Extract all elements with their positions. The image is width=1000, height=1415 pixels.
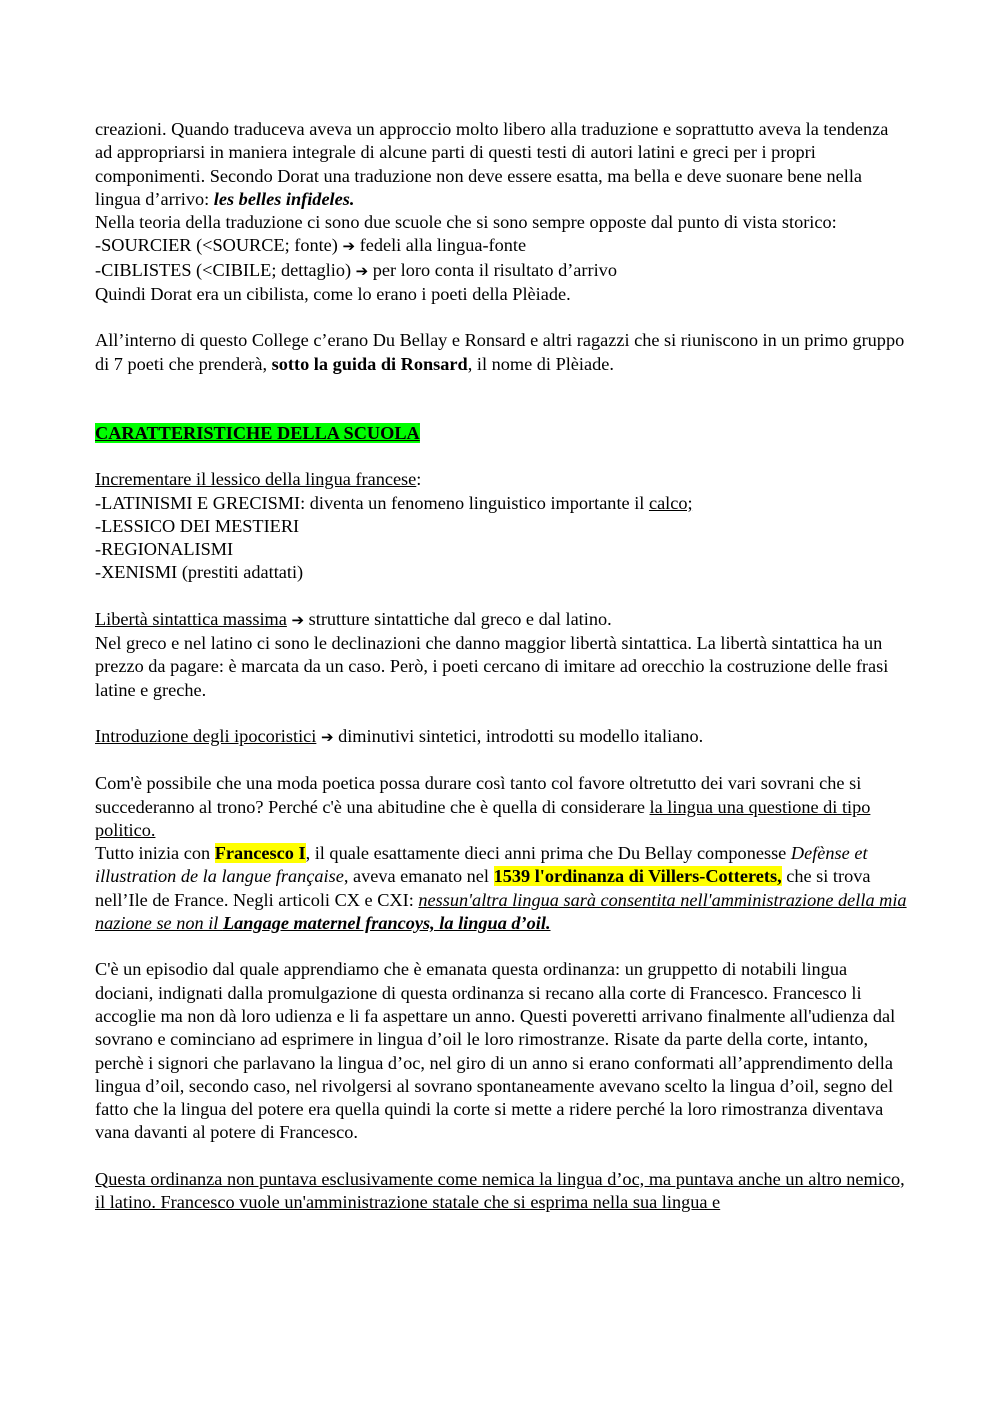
paragraph-dorat-cibilista: Quindi Dorat era un cibilista, come lo erano i poeti della Plèiade. — [95, 284, 571, 305]
paragraph-nemica: Questa ordinanza non puntava esclusivamente come nemica la lingua d’oc, ma puntava anche un altro nemico, il latino. Francesco vuole un'amministrazione statale che si esprima nella sua lingua e — [95, 1168, 905, 1212]
paragraph-translation-theory: Nella teoria della traduzione ci sono due scuole che si sono sempre opposte dal punto di vista storico: — [95, 212, 837, 233]
list-item-xenismi: -XENISMI (prestiti adattati) — [95, 562, 304, 583]
francesco-highlight: Francesco I — [214, 843, 306, 864]
paragraph-liberta: Nel greco e nel latino ci sono le declinazioni che danno maggior libertà sintattica. La libertà sintattica ha un prezzo da pagare: è marcata da un caso. Però, i poeti cercano di imitare ad orecchio la costruzione delle frasi latine e greche. — [95, 633, 889, 700]
belles-infideles-phrase: les belles infideles. — [213, 188, 355, 209]
langage-maternel-phrase: Langage maternel francoys, la lingua d’oil. — [222, 913, 551, 934]
ronsard-guide-phrase: sotto la guida di Ronsard — [271, 353, 468, 374]
list-item-mestieri: -LESSICO DEI MESTIERI — [95, 515, 300, 536]
right-arrow-icon: ➔ — [320, 727, 334, 746]
list-item-latinismi: -LATINISMI E GRECISMI: diventa un fenomeno linguistico importante il calco; — [95, 492, 693, 513]
ordinanza-highlight: 1539 l'ordinanza di Villers-Cotterets, — [493, 866, 782, 887]
paragraph-episodio: C'è un episodio dal quale apprendiamo che è emanata questa ordinanza: un gruppetto di notabili lingua dociani, indignati dalla promulgazione di questa ordinanza si recano alla corte di Francesco. Francesco li accoglie ma non dà loro udienza e li fa aspettare un anno. Questi poveretti arrivano finalmente all'udienza dal sovrano e cominciano ad esprimere in lingua d’oil le loro rimostranze. Risate da parte della corte, intanto, perchè i signori che parlavano la lingua d’oc, nel giro di un anno si erano conformati all’apprendimento della lingua d’oil, secondo caso, nel rivolgersi al sovrano spontaneamente avevano scelto la lingua d’oil, segno del fatto che la lingua del potere era quella quindi la corte si mette a ridere perché la loro rimostranza diventava vana davanti al potere di Francesco. — [95, 959, 896, 1143]
right-arrow-icon: ➔ — [291, 610, 305, 629]
ordinanza-quote: nessun'altra lingua sarà consentita nell'amministrazione della mia nazione se non il — [95, 889, 907, 934]
lingua-politica-phrase: la lingua una questione di tipo politico. — [95, 796, 871, 840]
subheading-ipocoristici: Introduzione degli ipocoristici ➔ diminutivi sintetici, introdotti su modello italiano. — [95, 725, 704, 746]
paragraph-dorat-translation: creazioni. Quando traduceva aveva un approccio molto libero alla traduzione e soprattutto aveva la tendenza ad appropriarsi in maniera integrale di alcune parti di questi testi di autori latini e greci per i propri componimenti. Secondo Dorat una traduzione non deve essere esatta, ma bella e deve suonare bene nella lingua d’arrivo: les belles infideles. — [95, 119, 889, 209]
paragraph-francesco: Tutto inizia con Francesco I, il quale esattamente dieci anni prima che Du Bellay componesse Defènse et illustration de la langue française, aveva emanato nel 1539 l'ordinanza di Villers-Cotterets, che si trova nell’Ile de France. Negli articoli CX e CXI: nessun'altra lingua sarà consentita nell'amministrazione della mia nazione se non il Langage maternel francoys, la lingua d’oil. — [95, 843, 907, 934]
right-arrow-icon: ➔ — [342, 237, 356, 256]
subheading-lessico: Incrementare il lessico della lingua francese: — [95, 469, 422, 490]
list-item-ciblistes: -CIBLISTES (<CIBILE; dettaglio) ➔ per loro conta il risultato d’arrivo — [95, 259, 617, 280]
document-body — [95, 118, 910, 1214]
paragraph-college: All’interno di questo College c’erano Du Bellay e Ronsard e altri ragazzi che si riuniscono in un primo gruppo di 7 poeti che prenderà, sotto la guida di Ronsard, il nome di Plèiade. — [95, 330, 905, 374]
subheading-liberta: Libertà sintattica massima ➔ strutture sintattiche dal greco e dal latino. — [95, 608, 612, 629]
calco-term: calco; — [648, 492, 693, 513]
paragraph-politica: Com'è possibile che una moda poetica possa durare così tanto col favore oltretutto dei vari sovrani che si succederanno al trono? Perché c'è una abitudine che è quella di considerare la lingua una questione di tipo politico. — [95, 773, 871, 840]
list-item-sourcier: -SOURCIER (<SOURCE; fonte) ➔ fedeli alla lingua-fonte — [95, 235, 527, 256]
list-item-regionalismi: -REGIONALISMI — [95, 539, 234, 560]
section-heading — [95, 422, 910, 445]
book-title: Defènse et illustration de la langue française — [95, 843, 868, 887]
right-arrow-icon: ➔ — [355, 261, 369, 280]
heading-caratteristiche: CARATTERISTICHE DELLA SCUOLA — [95, 422, 420, 443]
